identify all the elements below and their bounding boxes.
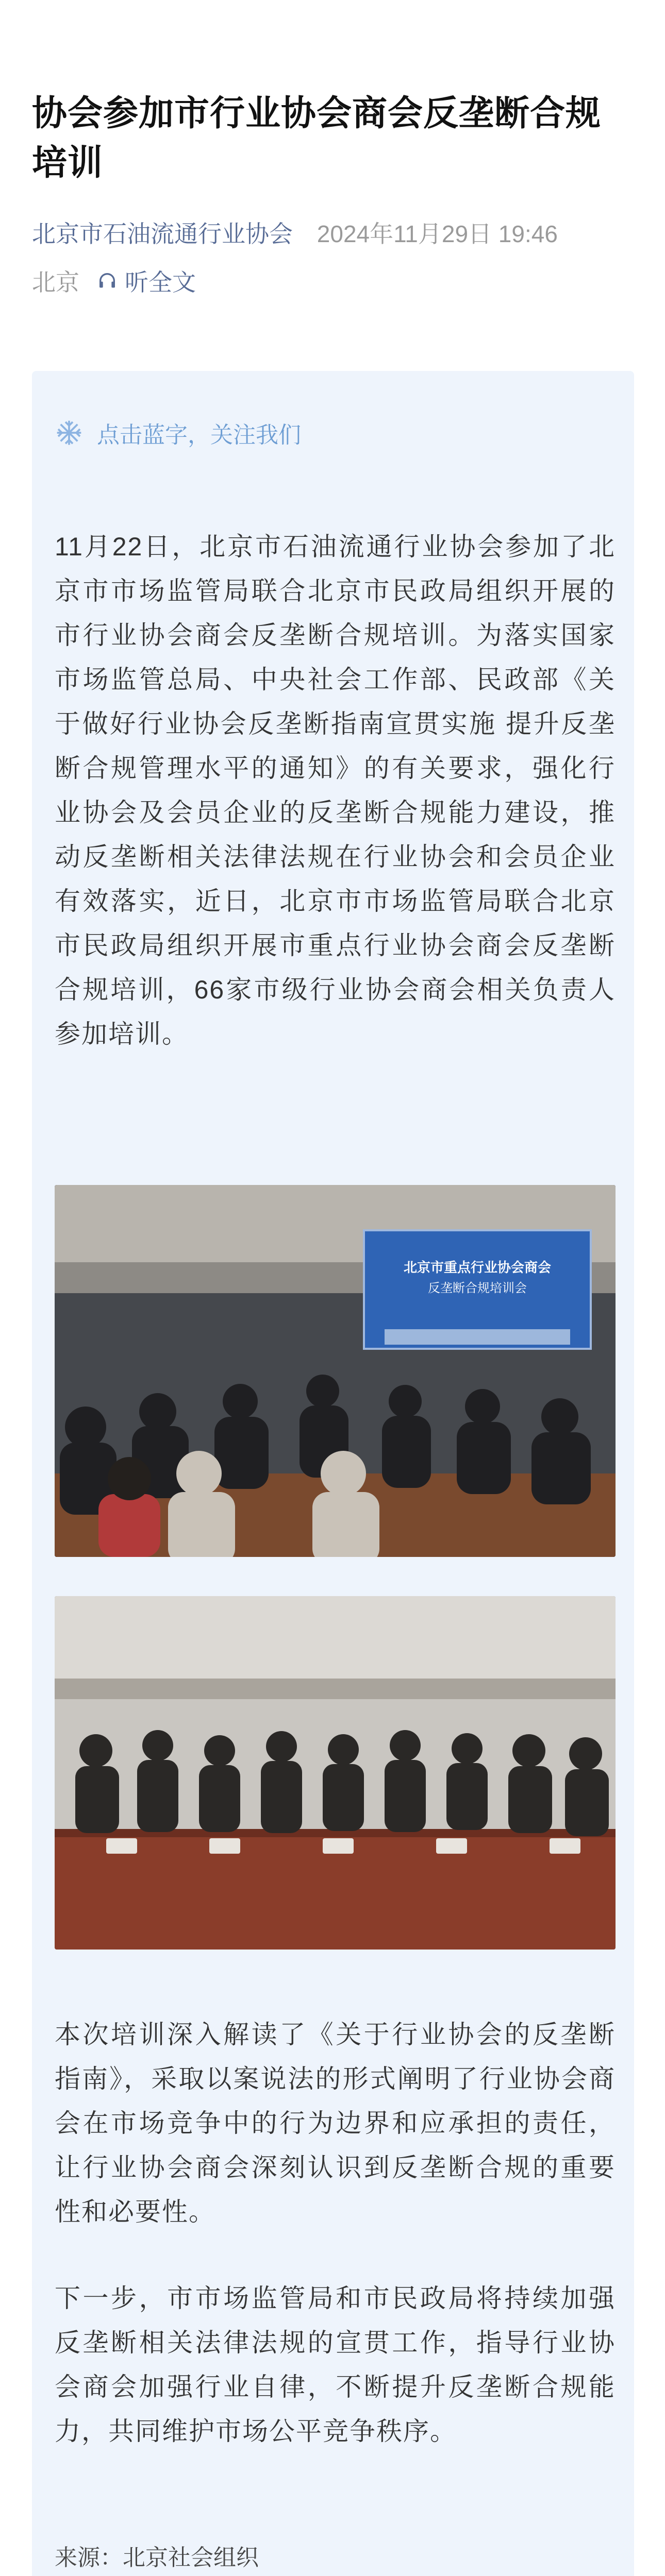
- listen-label: 听全文: [125, 269, 196, 296]
- article-meta: [32, 215, 558, 249]
- snowflake-icon: [55, 418, 84, 447]
- follow-prompt[interactable]: [55, 416, 301, 449]
- screen-caption-2: 反垄断合规培训会: [428, 1281, 527, 1295]
- source-line: 来源：北京社会组织: [55, 2545, 259, 2570]
- training-photo-2: [55, 1596, 616, 1950]
- training-photo-1: [55, 1185, 616, 1557]
- article-meta-2: [32, 264, 196, 298]
- article-title: 协会参加市行业协会商会反垄断合规培训: [32, 94, 602, 182]
- publish-date: 2024年11月29日 19:46: [317, 221, 558, 247]
- paragraph-2: 本次培训深入解读了《关于行业协会的反垄断指南》，采取以案说法的形式阐明了行业协会商会在市场竞争中的行为边界和应承担的责任，让行业协会商会深刻认识到反垄断合规的重要性和必要性。: [55, 2020, 616, 2226]
- screen-caption-1: 北京市重点行业协会商会: [403, 1260, 551, 1275]
- paragraph-1: 11月22日，北京市石油流通行业协会参加了北京市市场监管局联合北京市民政局组织开展的市行业协会商会反垄断合规培训。为落实国家市场监管总局、中央社会工作部、民政部《关于做好行业协会反垄断指南宣贯实施 提升反垄断合规管理水平的通知》的有关要求，强化行业协会及会员企业的反垄断合规能力建设，推动反垄断相关法律法规在行业协会和会员企业有效落实，近日，北京市市场监管局联合北京市民政局组织开展市重点行业协会商会反垄断合规培训，66家市级行业协会商会相关负责人参加培训。: [55, 532, 616, 1048]
- listen-button[interactable]: [97, 264, 196, 298]
- location-label: 北京: [32, 269, 79, 296]
- follow-prompt-text: 点击蓝字，关注我们: [97, 422, 301, 448]
- account-link[interactable]: 北京市石油流通行业协会: [32, 221, 293, 247]
- headphones-icon: [97, 270, 118, 291]
- paragraph-3: 下一步，市市场监管局和市民政局将持续加强反垄断相关法律法规的宣贯工作，指导行业协会商会加强行业自律，不断提升反垄断合规能力，共同维护市场公平竞争秩序。: [55, 2284, 616, 2446]
